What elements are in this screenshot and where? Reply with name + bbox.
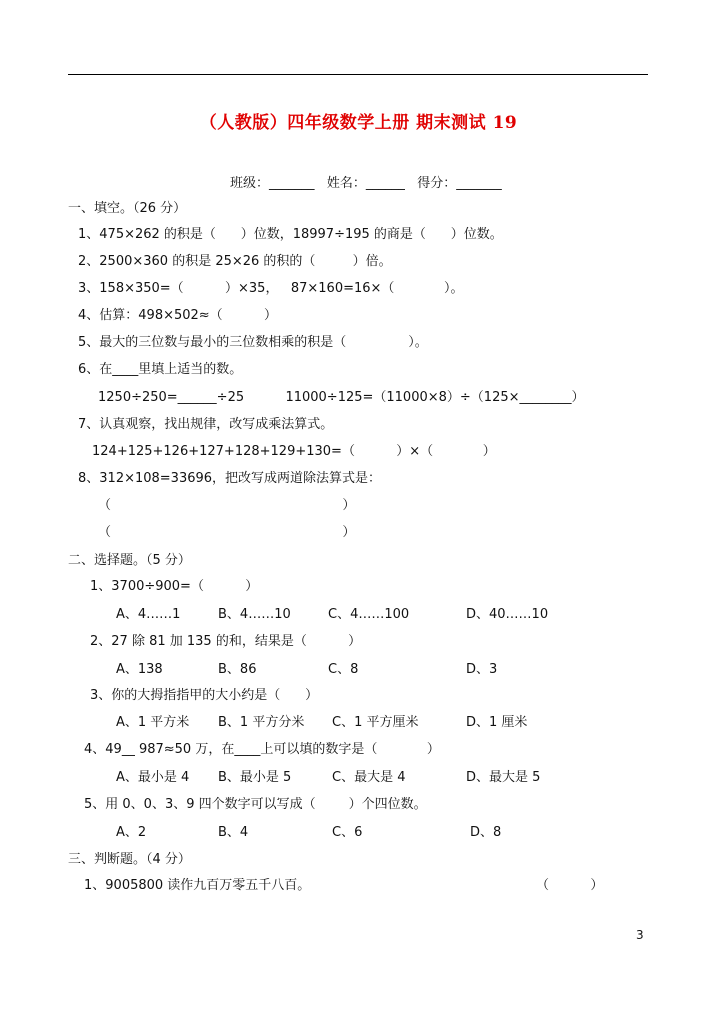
answer-blank: （ ） bbox=[98, 498, 356, 513]
choice-option: A、138 bbox=[116, 662, 163, 677]
question-text: 3、你的大拇指指甲的大小约是（ ） bbox=[90, 688, 319, 703]
section-heading: 一、填空。（26 分） bbox=[68, 201, 187, 216]
section-heading: 三、判断题。（4 分） bbox=[68, 852, 191, 867]
choice-option: B、1 平方分米 bbox=[218, 715, 305, 730]
question-subline: 1250÷250=______÷25 11000÷125=（11000×8）÷（125×________） bbox=[98, 390, 585, 405]
choice-option: C、1 平方厘米 bbox=[332, 715, 419, 730]
question-text: 1、475×262 的积是（ ）位数，18997÷195 的商是（ ）位数。 bbox=[78, 227, 503, 242]
header-rule bbox=[68, 74, 648, 75]
question-text: 7、认真观察，找出规律，改写成乘法算式。 bbox=[78, 417, 334, 432]
choice-option: D、8 bbox=[470, 825, 502, 840]
choice-option: C、4……100 bbox=[328, 607, 410, 622]
choice-option: D、40……10 bbox=[466, 607, 549, 622]
question-text: 1、3700÷900=（ ） bbox=[90, 579, 259, 594]
page-number: 3 bbox=[636, 928, 644, 942]
question-text: 1、9005800 读作九百万零五千八百。 bbox=[84, 878, 311, 893]
choice-option: A、最小是 4 bbox=[116, 770, 190, 785]
choice-option: C、8 bbox=[328, 662, 359, 677]
question-text: 8、312×108=33696，把改写成两道除法算式是： bbox=[78, 471, 382, 486]
question-text: 5、用 0、0、3、9 四个数字可以写成（ ）个四位数。 bbox=[84, 797, 427, 812]
page-title: （人教版）四年级数学上册 期末测试 19 bbox=[199, 113, 518, 133]
choice-option: B、4 bbox=[218, 825, 249, 840]
question-text: 4、49__ 987≈50 万，在____上可以填的数字是（ ） bbox=[84, 742, 440, 757]
section-heading: 二、选择题。（5 分） bbox=[68, 553, 191, 568]
choice-option: B、最小是 5 bbox=[218, 770, 292, 785]
answer-blank: （ ） bbox=[98, 525, 356, 540]
choice-option: B、4……10 bbox=[218, 607, 291, 622]
question-text: 6、在____里填上适当的数。 bbox=[78, 362, 243, 377]
choice-option: A、1 平方米 bbox=[116, 715, 190, 730]
question-subline: 124+125+126+127+128+129+130=（ ）×（ ） bbox=[92, 444, 496, 459]
question-text: 5、最大的三位数与最小的三位数相乘的积是（ ）。 bbox=[78, 335, 428, 350]
question-text: 2、27 除 81 加 135 的和，结果是（ ） bbox=[90, 634, 362, 649]
choice-option: C、最大是 4 bbox=[332, 770, 406, 785]
student-info-line: 班级：_______ 姓名：______ 得分：_______ bbox=[230, 176, 502, 191]
choice-option: D、1 厘米 bbox=[466, 715, 528, 730]
answer-blank: （ ） bbox=[536, 878, 604, 893]
choice-option: D、3 bbox=[466, 662, 498, 677]
choice-option: B、86 bbox=[218, 662, 257, 677]
choice-option: C、6 bbox=[332, 825, 363, 840]
question-text: 2、2500×360 的积是 25×26 的积的（ ）倍。 bbox=[78, 254, 392, 269]
choice-option: A、4……1 bbox=[116, 607, 181, 622]
question-text: 4、估算：498×502≈（ ） bbox=[78, 308, 278, 323]
question-text: 3、158×350=（ ）×35， 87×160=16×（ ）。 bbox=[78, 281, 464, 296]
choice-option: A、2 bbox=[116, 825, 147, 840]
choice-option: D、最大是 5 bbox=[466, 770, 541, 785]
